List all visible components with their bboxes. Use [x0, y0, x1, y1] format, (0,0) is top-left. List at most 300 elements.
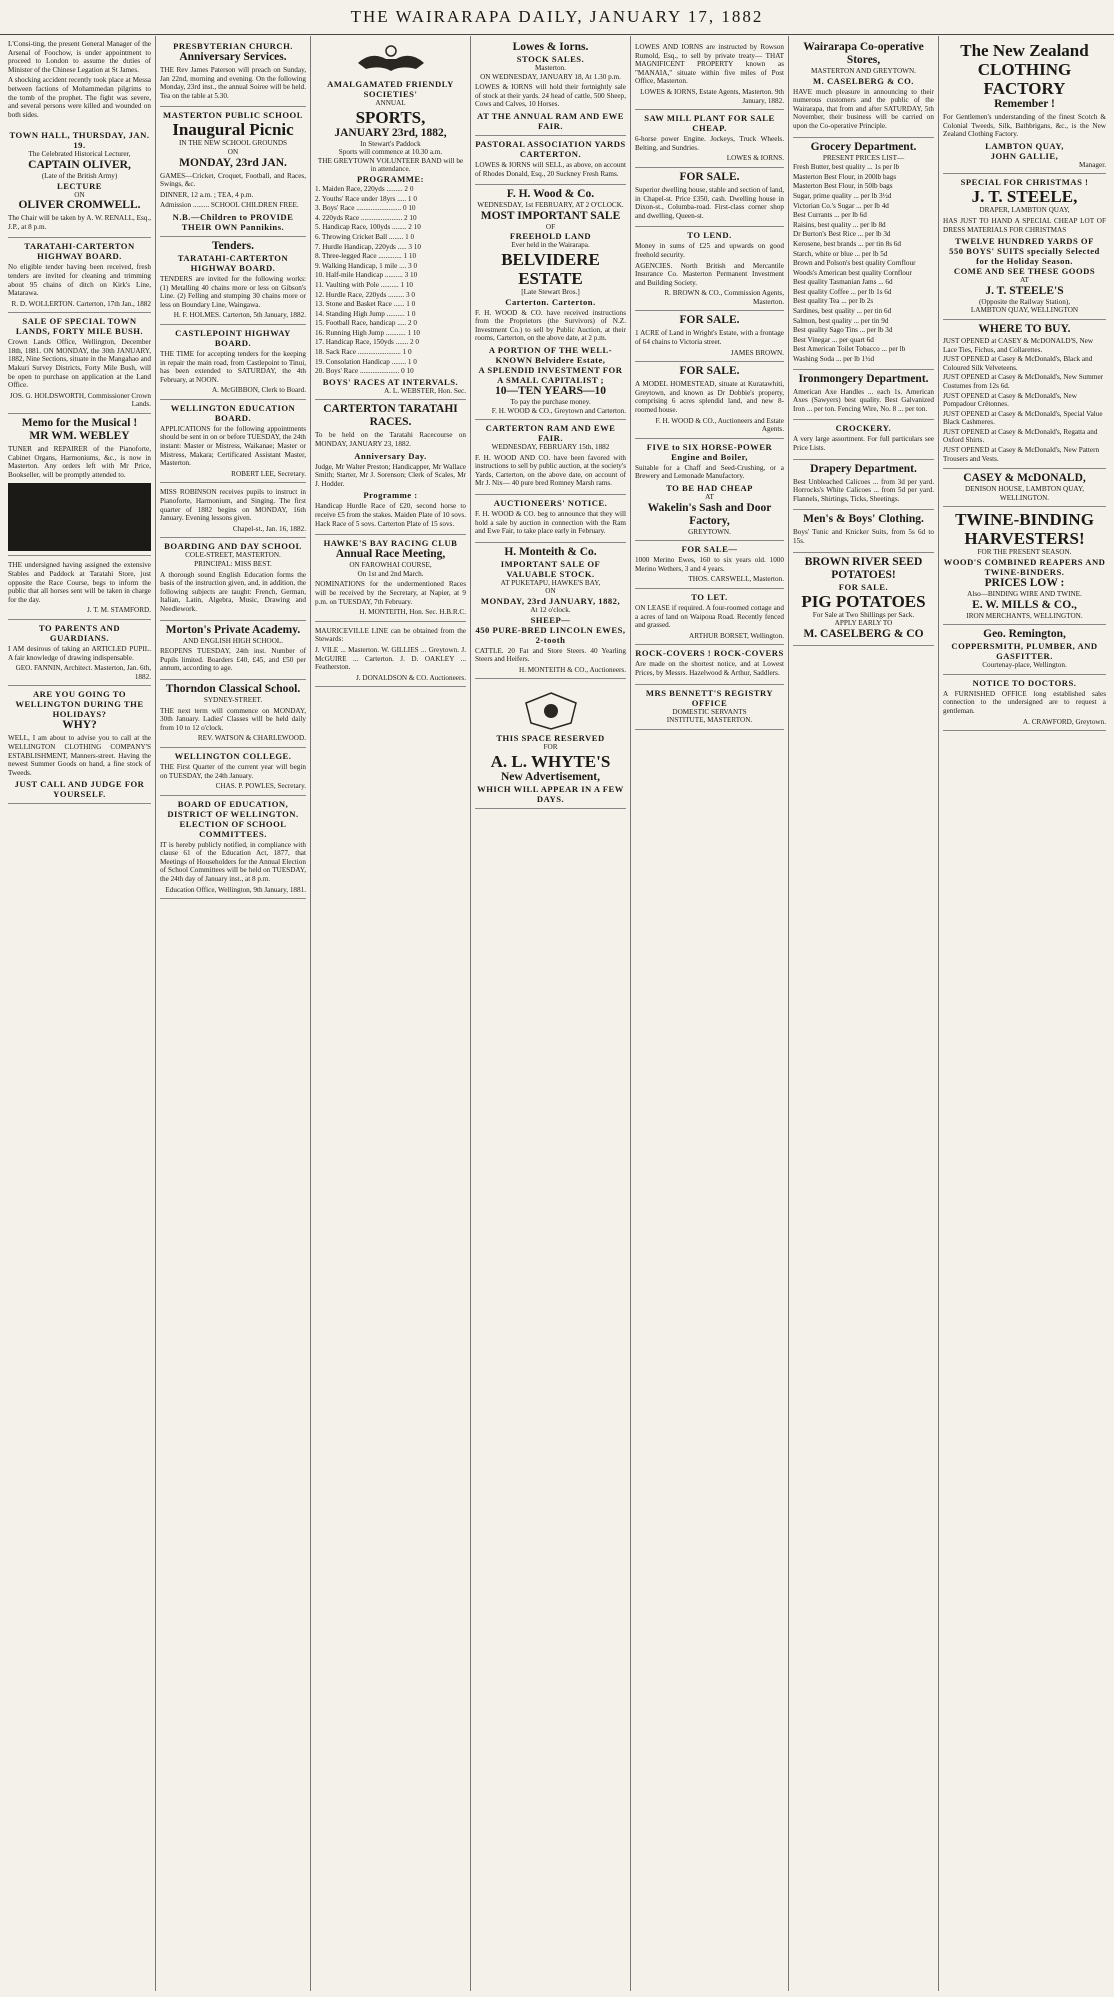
ad-text: FOR — [543, 743, 558, 752]
ad-heading: Lowes & Iorns. — [512, 41, 589, 53]
ad-subheading: JOHN GALLIE, — [990, 150, 1059, 161]
ad-heading: FIVE to SIX HORSE-POWER Engine and Boiler, — [646, 441, 773, 462]
ad-footer: N.B.—Children to PROVIDE THEIR OWN Pannikins. — [172, 211, 294, 232]
ad-signature: JOS. G. HOLDSWORTH, Commissioner Crown Lands. — [9, 391, 151, 409]
handshake-emblem-icon — [356, 43, 426, 77]
registry-ad — [635, 685, 784, 730]
town-hall-ad — [8, 127, 151, 238]
ad-heading: A. L. WHYTE'S — [490, 752, 611, 771]
ad-body: MISS ROBINSON receives pupils to instruct in Pianoforte, Harmonium, and Singing. The first quarter of 1882 begins on MONDAY, 16th January. Evening lessons given. — [160, 488, 306, 523]
column-2 — [156, 36, 311, 1991]
ad-body: Superior dwelling house, stable and section of land, in Chapel-st. Price £350, cash. Dwelling house in Dixon-st., Columba-road. First-class corner shop and dwelling, Queen-st. — [635, 185, 784, 220]
crockery-ad — [793, 420, 934, 459]
memo-musical-ad — [8, 414, 151, 556]
for-sale-ad — [635, 168, 784, 227]
ad-signature: A. L. WEBSTER, Hon. Sec. — [384, 386, 466, 395]
lowes-iorns-ad — [475, 38, 626, 136]
ad-body: DINNER, 12 a.m. ; TEA, 4 p.m. — [160, 190, 254, 199]
ad-heading: BROWN RIVER SEED POTATOES! — [804, 555, 923, 581]
ad-body: THE TIME for accepting tenders for the keeping in repair the main road, from Castlepoint to Tinui, has been extended to SATURDAY, the 4th February, at NOON. — [160, 349, 306, 384]
ad-body: Boys' Tunic and Knicker Suits, from 5s 6d to 15s. — [793, 528, 934, 545]
ad-body: 1 ACRE of Land in Wright's Estate, with a frontage of 64 chains to Victoria street. — [635, 329, 784, 347]
ad-heading: BOARDING AND DAY SCHOOL — [164, 541, 302, 552]
ad-heading: Tenders. — [211, 239, 255, 252]
ad-body: THE First Quarter of the current year will begin on TUESDAY, the 24th January. — [160, 762, 306, 780]
column-6 — [789, 36, 939, 1991]
ad-heading: Thorndon Classical School. — [165, 682, 301, 695]
ad-text: ON — [74, 190, 85, 199]
ad-signature: H. F. HOLMES. Carterton, 5th January, 1882. — [173, 311, 306, 320]
ironmongery-ad — [793, 370, 934, 421]
ad-heading: SPORTS, — [355, 107, 426, 127]
ad-text: PRESENT PRICES LIST— — [822, 153, 905, 162]
ad-body: F. H. WOOD AND CO. have been favored with instructions to sell by public auction, at the society's Yards, Carterton, on the above date, on account of Mr J. Nix— 40 pure bred Romney Marsh rams. — [475, 453, 626, 488]
auctioneers-notice-ad — [475, 495, 626, 543]
price-item: Best quality Sago Tins ... per lb 3d — [793, 326, 893, 335]
ad-text: For Sale at Two Shillings per Sack. — [812, 610, 915, 619]
ad-text: LAMBTON QUAY, WELLINGTON — [970, 306, 1079, 315]
ad-body: CATTLE. 20 Fat and Store Steers. 40 Yearling Steers and Heifers. — [475, 646, 626, 664]
steele-ad — [943, 174, 1106, 320]
programme-event: 4. 220yds Race ....................... 2 10 — [315, 213, 417, 222]
price-item: Washing Soda ... per lb 1½d — [793, 355, 875, 364]
church-ad — [160, 38, 306, 107]
ad-heading: Inaugural Picnic — [172, 120, 294, 140]
ad-text: WEDNESDAY, FEBRUARY 15th, 1882 — [491, 443, 610, 452]
ad-heading: WELLINGTON EDUCATION BOARD. — [170, 402, 296, 423]
engine-ad — [635, 439, 784, 541]
ad-heading: J. T. STEELE, — [971, 187, 1078, 207]
ad-text: DRAPER, LAMBTON QUAY, — [979, 206, 1070, 215]
programme-event: 2. Youths' Race under 18yrs ..... 1 0 — [315, 194, 417, 203]
ad-heading: 10—TEN YEARS—10 — [494, 384, 607, 397]
programme-event: 10. Half-mile Handicap .......... 3 10 — [315, 271, 418, 280]
programme-event: 9. Walking Handicap, 1 mile .... 3 0 — [315, 261, 418, 270]
ad-heading: Ironmongery Department. — [798, 372, 929, 385]
ad-text: FOR THE PRESENT SEASON. — [977, 548, 1072, 557]
buy-item: JUST OPENED at CASEY & McDONALD'S, New Lace Ties, Fichus, and Collarettes. — [943, 336, 1094, 354]
ad-heading: BELVIDERE ESTATE — [501, 249, 600, 288]
ad-subheading: IMPORTANT SALE OF VALUABLE STOCK. — [500, 558, 601, 579]
ad-text: APPLY EARLY TO — [834, 619, 893, 628]
ad-heading: FOR SALE. — [679, 365, 740, 378]
ad-subheading: STOCK SALES. — [516, 54, 585, 64]
programme-event: 3. Boys' Race ......................... 0 10 — [315, 204, 416, 213]
ad-subheading: M. CASELBERG & CO. — [813, 75, 914, 86]
ad-text: ANNUAL — [375, 99, 406, 107]
price-item: Fresh Butter, best quality ... 1s per lb — [793, 163, 900, 172]
ad-body: LOWES & IORNS will SELL, as above, on account of Rhodes Donald, Esq., 20 Suckney Fresh Rams. — [475, 160, 626, 178]
programme-event: 18. Sack Race ........................ 1 0 — [315, 348, 412, 357]
seed-potatoes-ad — [793, 553, 934, 646]
ad-text: To pay the purchase money. — [510, 397, 591, 406]
ad-body: Admission ......... SCHOOL CHILDREN FREE. — [160, 201, 299, 210]
ad-signature: Chapel-st., Jan. 16, 1882. — [232, 524, 306, 533]
ad-text: IN THE NEW SCHOOL GROUNDS — [178, 139, 288, 148]
ad-body: 6-horse power Engine. Jockeys, Truck Wheels. Belting, and Sundries. — [635, 135, 784, 152]
ram-fair-ad — [475, 420, 626, 495]
ad-signature: ROBERT LEE, Secretary. — [231, 469, 306, 478]
ad-signature: J. DONALDSON & CO. Auctioneers. — [355, 673, 466, 682]
ad-heading: BOARD OF EDUCATION, DISTRICT OF WELLINGTON. — [167, 798, 299, 819]
ad-heading: CASEY & McDONALD, — [963, 472, 1086, 485]
ad-heading: MRS BENNETT'S REGISTRY OFFICE — [645, 687, 774, 708]
pastoral-ad — [475, 136, 626, 185]
ad-heading: New Advertisement, — [500, 771, 600, 783]
ad-body: MAURICEVILLE LINE can be obtained from the Stewards: — [315, 626, 466, 644]
ad-heading: Wakelin's Sash and Door Factory, — [647, 501, 772, 527]
ad-heading: TO LEND. — [687, 230, 732, 241]
ad-signature: LOWES & IORNS, Estate Agents, Masterton. 9th January, 1882. — [640, 87, 784, 105]
price-item: Masterton Best Flour, in 50lb bags — [793, 182, 893, 191]
ad-body: Handicap Hurdle Race of £20, second horse to receive £5 from the stakes. Maiden Plate of 10 sovs. Hack Race of 5 sovs. Carterton Plate of 15 sovs. — [315, 502, 466, 528]
masthead — [0, 0, 1114, 35]
ad-text: ON — [545, 587, 556, 596]
ad-signature: REV. WATSON & CHARLEWOOD. — [197, 734, 306, 743]
ad-text: OF — [545, 222, 556, 231]
ad-body: Suitable for a Chaff and Seed-Crushing, or a Brewery and Lemonade Manufactory. — [635, 463, 784, 481]
ad-heading: Geo. Remington, — [983, 628, 1066, 641]
parents-ad — [8, 620, 151, 686]
ad-text: Sports will commence at 10.30 a.m. — [338, 148, 443, 157]
ad-signature: GEO. FANNIN, Architect. Masterton, Jan. 6th, 1882. — [15, 664, 151, 681]
stamford-ad — [8, 556, 151, 620]
ad-subheading: ELECTION OF SCHOOL COMMITTEES. — [179, 818, 287, 839]
ad-signature: THOS. CARSWELL, Masterton. — [688, 575, 784, 584]
ad-body: A MODEL HOMESTEAD, situate at Kuratawhiti, Greytown, and known as Dr Dobbie's property, comprising 6 acres splendid land, and new 8-roomed house. — [635, 380, 784, 415]
ad-text: AND ENGLISH HIGH SCHOOL. — [182, 636, 284, 645]
ad-heading: FOR SALE. — [679, 314, 740, 327]
ad-heading: The New Zealand CLOTHING FACTORY — [960, 41, 1089, 98]
ad-heading: Men's & Boys' Clothing. — [803, 513, 924, 526]
ad-heading: HAWKE'S BAY RACING CLUB — [323, 538, 458, 549]
price-item: Sardines, best quality ... per tin 6d — [793, 307, 892, 316]
ad-heading: AUCTIONEERS' NOTICE. — [493, 498, 608, 509]
to-let-ad — [635, 589, 784, 645]
ad-subheading: 550 BOYS' SUITS specially Selected for the Holiday Season. — [949, 246, 1100, 267]
ad-body: 1000 Merino Ewes, 160 to six years old. 1000 Merino Wethers, 3 and 4 years. — [635, 556, 784, 573]
ad-body: LOWES AND IORNS are instructed by Rowson Rumold, Esq., to sell by private treaty— THAT MAGNIFICENT PROPERTY known as "MANAIA," situate within five miles of Post Office, Masterton. — [635, 43, 784, 86]
ad-body: I AM desirous of taking an ARTICLED PUPIL. A fair knowledge of drawing indispensable. — [8, 644, 151, 662]
ad-text: AT PUKETAPU, HAWKE'S BAY, — [500, 578, 601, 587]
ad-date: TOWN HALL, THURSDAY, JAN. 19. — [9, 130, 150, 151]
ad-text: AT — [1020, 276, 1029, 285]
ad-heading: PRICES LOW : — [984, 577, 1065, 590]
programme-event: 16. Running High Jump ........... 1 10 — [315, 328, 421, 337]
ad-body: ON LEASE if required. A four-roomed cottage and a acres of land on Waipoua Road. Recently fenced and grassed. — [635, 603, 784, 630]
ad-body: A very large assortment. For full particulars see Price Lists. — [793, 435, 934, 452]
ad-text: IRON MERCHANTS, WELLINGTON. — [966, 611, 1083, 620]
ad-subheading: PROGRAMME: — [356, 173, 425, 184]
education-ad — [160, 400, 306, 484]
ad-heading: CAPTAIN OLIVER, — [28, 158, 131, 171]
ad-subheading: A PORTION OF THE WELL-KNOWN Belvidere Estate, — [488, 344, 613, 365]
ad-text: AT — [705, 493, 714, 501]
columns — [4, 36, 1110, 1991]
ad-subheading: FOR SALE. — [838, 581, 889, 592]
ad-body: F. H. WOOD & CO. beg to announce that they will hold a sale by auction in connection with the Ram and Ewe Fair, to take place early in February. — [475, 510, 626, 536]
price-item: Best Currants ... per lb 6d — [793, 211, 867, 220]
page-title: THE WAIRARAPA DAILY, JANUARY 17, 1882 — [350, 7, 764, 26]
ad-heading: Wairarapa Co-operative Stores, — [803, 41, 924, 66]
monteith-ad — [475, 543, 626, 680]
ad-signature: H. MONTEITH & CO., Auctioneers. — [519, 665, 626, 674]
ad-heading: Morton's Private Academy. — [165, 623, 301, 636]
clothing-ad — [8, 686, 151, 804]
ad-text: MASTERTON AND GREYTOWN. — [811, 67, 916, 75]
black-ink-block — [8, 483, 151, 551]
to-lend-ad — [635, 227, 784, 311]
hawkes-bay-ad — [315, 535, 466, 622]
ad-heading: THIS SPACE RESERVED — [496, 733, 605, 744]
ad-body: LOWES & IORNS will hold their fortnightly sale of stock at their yards. 24 head of cattle, 500 Sheep, Cows and Calves, 10 Horses. — [475, 83, 626, 109]
for-sale-ad — [635, 362, 784, 439]
ad-heading: WELLINGTON COLLEGE. — [174, 750, 292, 761]
thorndon-ad — [160, 680, 306, 748]
price-item: Best quality Tea ... per lb 2s — [793, 297, 874, 306]
ad-heading: MONDAY, 23rd JAN. — [179, 156, 287, 169]
price-item: Starch, white or blue ... per lb 5d — [793, 249, 888, 258]
crest-icon — [521, 691, 581, 731]
buy-list — [943, 337, 1106, 463]
ad-heading: TARATAHI-CARTERTON HIGHWAY BOARD. — [24, 241, 135, 262]
mortons-ad — [160, 621, 306, 680]
ad-signature: F. H. WOOD & CO., Auctioneers and Estate Agents. — [655, 416, 784, 434]
ad-footer: WHICH WILL APPEAR IN A FEW DAYS. — [477, 784, 624, 804]
ad-body: IT is hereby publicly notified, in compliance with clause 61 of the Education Act, 1877, that Meetings of Householders for the Annual Election of School Committees will be held on TUESDAY, the 24th day of January inst., at 8 p.m. — [160, 840, 306, 884]
ad-text: (Late of the British Army) — [41, 171, 118, 180]
ad-text: ON FAROWHAI COURSE, — [349, 561, 432, 570]
doctors-notice-ad — [943, 675, 1106, 731]
ad-signature: ARTHUR BORSET, Wellington. — [689, 631, 784, 640]
ad-heading: SAW MILL PLANT FOR SALE CHEAP. — [644, 113, 775, 134]
remington-ad — [943, 625, 1106, 675]
buy-item: JUST OPENED at Casey & McDonald's, Special Value Black Cashmeres. — [943, 409, 1103, 427]
clothing-factory-ad — [943, 38, 1106, 174]
ad-text: DOMESTIC SERVANTS — [672, 707, 747, 716]
ad-body: A FURNISHED OFFICE long established sales connection to the undersigned are to request a gentleman. — [943, 689, 1106, 715]
ad-body: F. H. WOOD & CO. have received instructions from the Proprietors (the Survivors) of N.Z. Investment Co.) to sell by Public Auction, at their rooms, Carterton, on the above date, at 2 p.m. — [475, 308, 626, 343]
ad-subheading: WOOD'S COMBINED REAPERS AND TWINE-BINDERS. — [943, 557, 1106, 578]
grocery-dept-ad — [793, 138, 934, 370]
ad-body: American Axe Handles ... each 1s. American Axes (Sawyers) best quality. Best Galvanized Iron ... per ton. Fencing Wire, No. 8 ... per ton. — [793, 387, 934, 413]
where-to-buy-ad — [943, 320, 1106, 469]
ad-subheading: SHEEP— — [530, 614, 571, 625]
buy-item: JUST OPENED at Casey & McDonald's, New Pompadour Crêtonnes. — [943, 391, 1077, 409]
rock-covers-ad — [635, 645, 784, 684]
ad-body: A thorough sound English Education forms the basis of the instruction given, and, in addition, the following subjects are taught: French, German, Italian, Latin, Algebra, Music, Drawing and Needlework. — [160, 570, 306, 613]
ad-heading: MASTERTON PUBLIC SCHOOL — [163, 110, 303, 121]
ad-heading: TWINE-BINDING HARVESTERS! — [955, 510, 1094, 549]
price-item: Woods's American best quality Cornflour — [793, 268, 912, 277]
ad-body: AGENCIES. North British and Mercantile Insurance Co. Masterton Permanent Investment and Building Society. — [635, 261, 784, 287]
friendly-societies-ad — [315, 38, 466, 400]
price-item: Salmon, best quality ... per tin 9d — [793, 316, 889, 325]
ad-heading: WHY? — [62, 719, 97, 732]
column-5 — [631, 36, 789, 1991]
ad-signature: J. T. M. STAMFORD. — [86, 606, 151, 615]
programme-event: 12. Hurdle Race, 220yds ......... 3 0 — [315, 290, 416, 299]
ad-text: WEDNESDAY, 1st FEBRUARY, AT 2 O'CLOCK. — [477, 201, 624, 210]
column-4 — [471, 36, 631, 1991]
price-item: Kerosene, best brands ... per tin 8s 6d — [793, 239, 901, 248]
ad-body: THE Rev James Paterson will preach on Sunday, Jan 22nd, morning and evening. On the following Monday, 23rd inst., the annual Soiree will be held. Tea on the table at 5.30. — [160, 66, 306, 100]
reserved-space-ad — [475, 679, 626, 809]
ad-text: THE GREYTOWN VOLUNTEER BAND will be in attendance. — [317, 156, 464, 174]
ad-subheading: COPPERSMITH, PLUMBER, AND GASFITTER. — [951, 641, 1098, 662]
programme-event: 19. Consolation Handicap ........ 1 0 — [315, 357, 417, 366]
carterton-races-ad — [315, 400, 466, 535]
coop-stores-ad — [793, 38, 934, 138]
ad-subheading: LAMBTON QUAY, — [985, 140, 1064, 151]
ad-heading: Annual Race Meeting, — [335, 548, 446, 561]
price-list — [793, 163, 934, 363]
ad-subheading: MONDAY, 23rd JANUARY, 1882, — [480, 596, 621, 607]
ad-heading: M. CASELBERG & CO — [803, 627, 924, 640]
ad-footer: AT THE ANNUAL RAM AND EWE FAIR. — [477, 110, 624, 131]
ad-subheading: COME AND SEE THESE GOODS — [953, 266, 1096, 277]
lowes-iorns-manaia-ad — [635, 38, 784, 110]
ad-heading: MOST IMPORTANT SALE — [480, 209, 621, 222]
programme-event: 8. Three-legged Race ............. 1 10 — [315, 252, 417, 261]
ad-body: Are made on the shortest notice, and at Lowest Prices, by Messrs. Hazelwood & Arthur, Saddlers. — [635, 660, 784, 677]
ad-text: Also—BINDING WIRE AND TWINE. — [967, 590, 1082, 599]
ad-text: (Opposite the Railway Station), — [978, 297, 1071, 306]
castlepoint-ad — [160, 325, 306, 400]
ad-body: THE next term will commence on MONDAY, 30th January. Ladies' Classes will be held daily from 10 to 12 o'clock. — [160, 706, 306, 732]
ad-heading: CARTERTON TARATAHI RACES. — [323, 403, 458, 429]
ad-heading: CARTERTON RAM AND EWE FAIR. — [485, 423, 616, 444]
ad-heading: H. Monteith & Co. — [504, 545, 597, 558]
ad-text: ON WEDNESDAY, JANUARY 18, At 1.30 p.m. — [480, 72, 621, 81]
ad-signature: JAMES BROWN. — [730, 348, 784, 357]
ad-subheading: Programme : — [363, 490, 418, 501]
programme-event: 15. Football Race, handicap ..... 2 0 — [315, 319, 418, 328]
ad-heading: E. W. MILLS & CO., — [972, 598, 1077, 611]
ad-text: On 1st and 2nd March. — [357, 569, 424, 578]
ad-subheading: LECTURE — [56, 180, 103, 191]
ad-footer: BOYS' RACES AT INTERVALS. — [322, 376, 459, 387]
ad-signature: A. CRAWFORD, Greytown. — [1022, 717, 1106, 726]
events-list — [315, 185, 466, 376]
saw-mill-ad — [635, 110, 784, 168]
for-sale-ad — [635, 311, 784, 362]
ad-body: To be held on the Taratahi Racecourse on MONDAY, JANUARY 23, 1882. — [315, 431, 466, 449]
ad-body: Money in sums of £25 and upwards on good freehold security. — [635, 242, 784, 259]
buy-item: JUST OPENED at Casey & McDonald's, Regatta and Oxford Shirts. — [943, 427, 1098, 445]
ad-heading: AMALGAMATED FRIENDLY SOCIETIES' — [327, 79, 454, 99]
news-paragraph: L'Consi-ting, the present General Manager of the Arsenal of Foochow, is under appointment to proceed to London to assume the duties of Minister of the Chinese Legation at St James. — [8, 40, 151, 74]
ad-heading: FOR SALE. — [679, 170, 740, 183]
column-7 — [939, 36, 1110, 1991]
ad-heading: ARE YOU GOING TO WELLINGTON DURING THE HOLIDAYS? — [15, 689, 144, 720]
ad-subheading: A SPLENDID INVESTMENT FOR A SMALL CAPITALIST ; — [478, 364, 623, 385]
ad-signature: R. BROWN & CO., Commission Agents, Masterton. — [664, 289, 784, 306]
mauriceville-ad — [315, 622, 466, 688]
ad-heading: PIG POTATOES — [801, 591, 926, 611]
boarding-school-ad — [160, 538, 306, 620]
ad-signature: LOWES & IORNS. — [726, 154, 784, 163]
sheep-sale-ad — [635, 541, 784, 589]
ad-heading: Memo for the Musical ! — [21, 417, 138, 430]
ad-body: THE undersigned having assigned the extensive Stables and Paddock at Taratahi Store, just opposite the Race Course, begs to inform the public that all horses sent will be taken in charge for the day. — [8, 561, 151, 604]
ad-text: Ever held in the Wairarapa. — [511, 241, 590, 250]
ad-subheading: TWELVE HUNDRED YARDS OF — [955, 236, 1094, 247]
ad-heading: TO PARENTS AND GUARDIANS. — [38, 622, 121, 643]
ad-body: NOMINATIONS for the undermentioned Races will be received by the Secretary, at Napier, at 9 p.m. on TUESDAY, 7th February. — [315, 580, 466, 606]
ad-body: No eligible tender having been received, fresh tenders are invited for cleaning and trimming about 95 chains of ditch on Kirk's Line, Matarawa. — [8, 263, 151, 298]
ad-signature: R. D. WOLLERTON. Carterton, 17th Jan., 1882 — [11, 299, 151, 308]
ad-heading: Drapery Department. — [810, 462, 917, 475]
price-item: Brown and Polson's best quality Cornflour — [793, 259, 916, 268]
programme-event: 14. Standing High Jump .......... 1 0 — [315, 309, 416, 318]
programme-event: 17. Handicap Race, 150yds ....... 2 0 — [315, 338, 419, 347]
ad-heading: SPECIAL FOR CHRISTMAS ! — [960, 177, 1089, 188]
programme-event: 11. Vaulting with Pole .......... 1 10 — [315, 280, 414, 289]
ad-text: INSTITUTE, MASTERTON. — [666, 716, 753, 725]
ad-heading: Grocery Department. — [810, 140, 917, 153]
ad-heading: NOTICE TO DOCTORS. — [972, 677, 1077, 688]
casey-ad — [943, 469, 1106, 507]
ad-heading: FOR SALE— — [681, 544, 738, 555]
column-3 — [311, 36, 471, 1991]
buy-item: JUST OPENED at Casey & McDonald's, New Summer Costumes from 12s 6d. — [943, 373, 1104, 390]
programme-event: 1. Maiden Race, 220yds ......... 2 0 — [315, 184, 414, 193]
ad-heading: J. T. STEELE'S — [985, 284, 1064, 297]
ad-text: At 12 o'clock. — [530, 606, 571, 615]
school-picnic-ad — [160, 107, 306, 237]
ad-signature: A. McGIBBON, Clerk to Board. — [211, 386, 306, 395]
ad-body: The Chair will be taken by A. W. RENALL, Esq., J.P., at 8 p.m. — [8, 214, 151, 231]
ad-subheading: Carterton. Carterton. — [505, 296, 596, 307]
column-1 — [4, 36, 156, 1991]
price-item: Best quality Tasmanian Jams ... 6d — [793, 278, 893, 287]
ad-signature: H. MONTEITH, Hon. Sec. H.B.R.C. — [359, 608, 466, 617]
price-item: Best American Toilet Tobacco ... per lb — [793, 345, 906, 354]
ad-text: ON — [227, 147, 239, 156]
ad-body: HAS JUST TO HAND A SPECIAL CHEAP LOT OF DRESS MATERIALS FOR CHRISTMAS — [943, 216, 1106, 234]
price-item: Sugar, prime quality ... per lb 3½d — [793, 191, 892, 200]
ad-body: Judge, Mr Walter Preston; Handicapper, Mr Wallace Smith; Starter, Mr J. Sorenson; Clerk of Scales, Mr J. Hodder. — [315, 462, 466, 488]
ad-body: HAVE much pleasure in announcing to their numerous customers and the public of the Wairarapa, that from and after SATURDAY, 5th November, their business will be carried on upon the Co-operative Principle. — [793, 87, 934, 130]
programme-event: 13. Stone and Basket Race ...... 1 0 — [315, 300, 416, 309]
ad-heading: OLIVER CROMWELL. — [18, 199, 141, 212]
price-item: Best quality Coffee ... per lb 1s 6d — [793, 287, 892, 296]
harvesters-ad — [943, 507, 1106, 625]
programme-event: 20. Boys' Race ...................... 0 10 — [315, 367, 414, 376]
board-education-ad — [160, 796, 306, 900]
ad-body: WELL, I am about to advise you to call at the WELLINGTON CLOTHING COMPANY'S ESTABLISHMENT, Manners-street. Having the newest Summer Goods on hand, a fine stock of Tweeds. — [8, 734, 151, 777]
ad-subheading: Anniversary Day. — [354, 450, 427, 461]
buy-item: JUST OPENED at Casey & McDonald's, New Pattern Trousers and Vests. — [943, 446, 1100, 463]
ad-body: GAMES—Cricket, Croquet, Football, and Races, Swings, &c. — [160, 171, 306, 189]
buy-item: JUST OPENED at Casey & McDonald's, Black and Coloured Silk Velveteens. — [943, 355, 1093, 372]
tenders-ad — [160, 237, 306, 325]
ad-text: Courtenay-place, Wellington. — [982, 661, 1067, 670]
ad-heading: WHERE TO BUY. — [978, 322, 1071, 335]
ad-text: The Celebrated Historical Lecturer, — [28, 150, 131, 159]
ad-subheading: TO BE HAD CHEAP — [666, 483, 753, 493]
ad-subheading: FREEHOLD LAND — [509, 231, 592, 242]
ad-signature: F. H. WOOD & CO., Greytown and Carterton. — [491, 406, 626, 415]
ad-footer: JUST CALL AND JUDGE FOR YOURSELF. — [14, 779, 145, 800]
ad-heading: MR WM. WEBLEY — [29, 430, 130, 443]
ad-heading: SALE OF SPECIAL TOWN LANDS, FORTY MILE BUSH. — [15, 316, 144, 337]
ad-heading: CROCKERY. — [835, 423, 892, 434]
price-item: Masterton Best Flour, in 200lb bags — [793, 172, 897, 181]
ad-body: TENDERS are invited for the following works: (1) Metalling 40 chains more or less on Gibson's Line. (2) Felling and stumping 30 chains more or less on Boundary Line, Waingawa. — [160, 274, 306, 309]
ad-body: For Gentlemen's understanding of the finest Scotch & Colonial Tweeds, Silk, Bathbrigans, &c., is the New Zealand Clothing Factory. — [943, 113, 1106, 139]
